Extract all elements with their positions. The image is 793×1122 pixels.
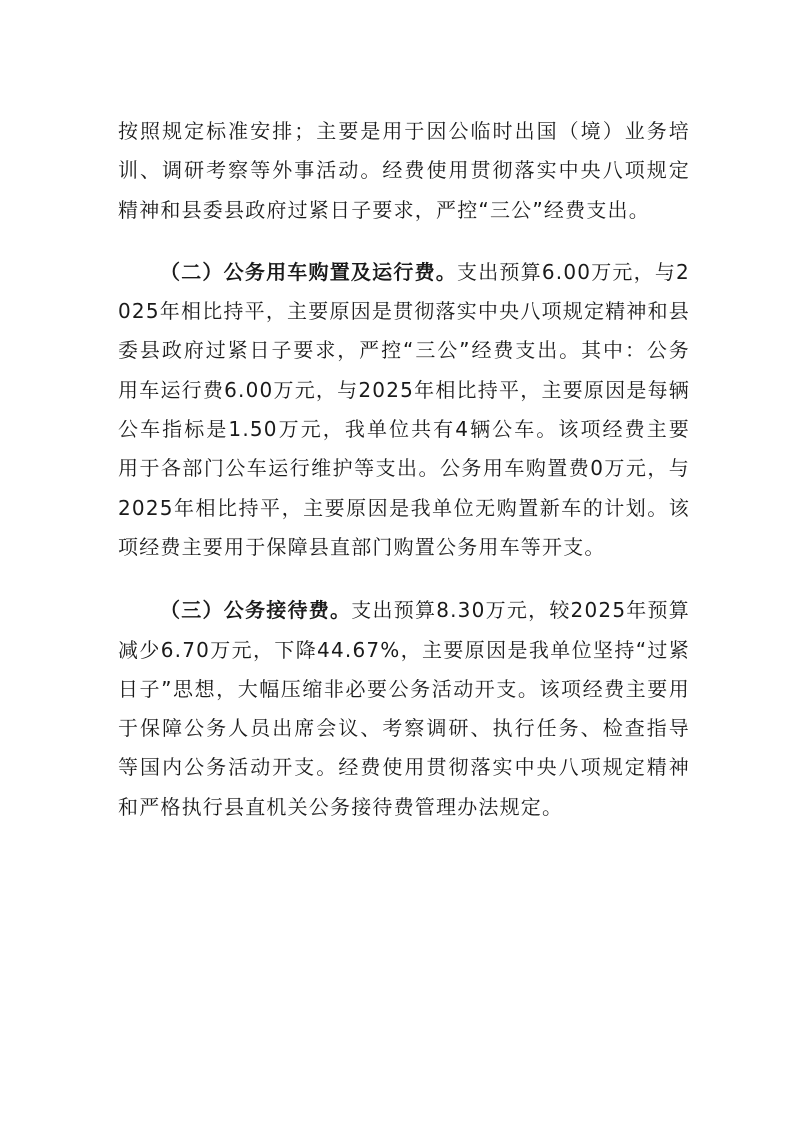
- paragraph-vehicle-expenses: [118, 253, 690, 567]
- paragraph-text: 支出预算8.30万元，较2025年预算减少6.70万元，下降44.67%，主要原因是我单位坚持“过紧日子”思想，大幅压缩非必要公务活动开支。该项经费主要用于保障公务人员出席会议、考察调研、执行任务、检查指导等国内公务活动开支。经费使用贯彻落实中央八项规定精神和严格执行县直机关公务接待费管理办法规定。: [118, 598, 690, 819]
- paragraph-foreign-travel: [118, 112, 690, 230]
- paragraph-reception-expenses: [118, 591, 690, 827]
- section-heading-reception: （三）公务接待费。: [160, 598, 352, 623]
- paragraph-text: 支出预算6.00万元，与2025年相比持平，主要原因是贯彻落实中央八项规定精神和县委县政府过紧日子要求，严控“三公”经费支出。其中：公务用车运行费6.00万元，与2025年相比持平，主要原因是每辆公车指标是1.50万元，我单位共有4辆公车。该项经费主要用于各部门公车运行维护等支出。公务用车购置费0万元，与2025年相比持平，主要原因是我单位无购置新车的计划。该项经费主要用于保障县直部门购置公务用车等开支。: [118, 259, 690, 559]
- document-body: [118, 112, 690, 827]
- paragraph-text: 按照规定标准安排；主要是用于因公临时出国（境）业务培训、调研考察等外事活动。经费使用贯彻落实中央八项规定精神和县委县政府过紧日子要求，严控“三公”经费支出。: [118, 119, 690, 222]
- section-heading-vehicle: （二）公务用车购置及运行费。: [160, 259, 457, 284]
